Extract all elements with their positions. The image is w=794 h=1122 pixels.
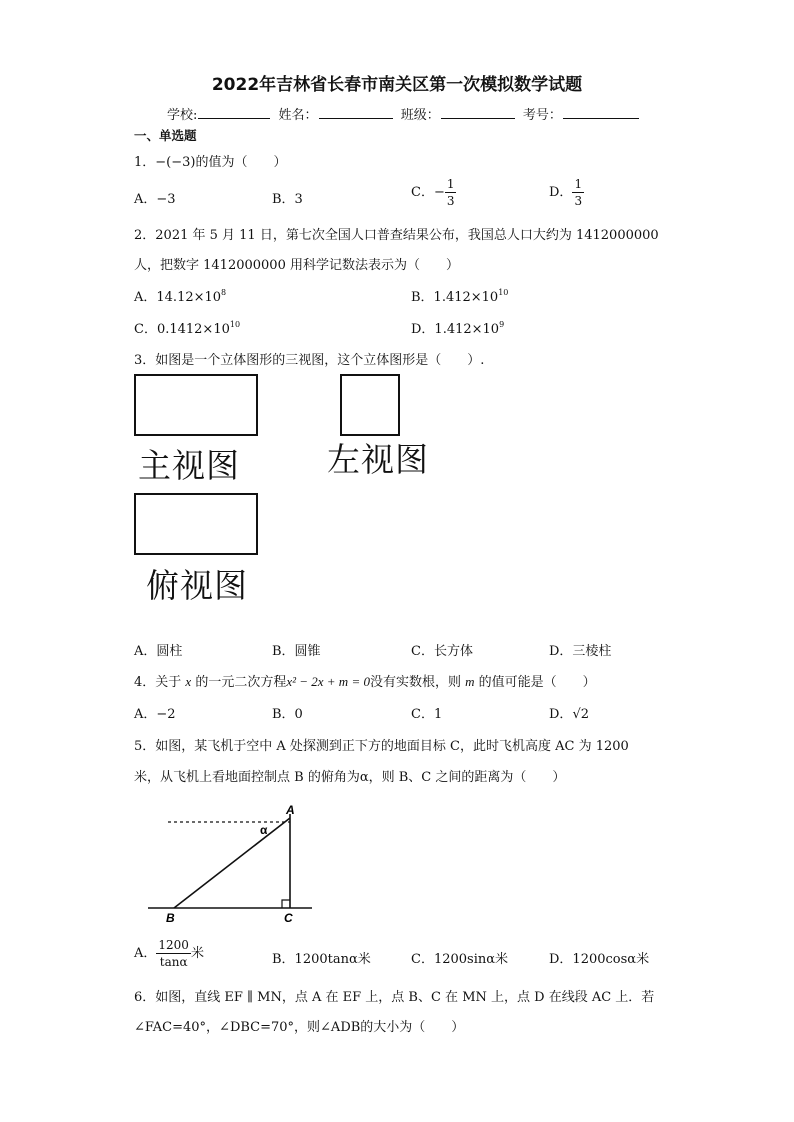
info-line bbox=[167, 104, 643, 123]
section-heading: 一、单选题 bbox=[134, 128, 197, 143]
q5-option-a[interactable]: A． $\frac{1200}{\tan\alpha}$ 米 bbox=[134, 938, 204, 969]
front-view-rectangle bbox=[134, 374, 258, 436]
q3-option-c[interactable]: C．长方体 bbox=[411, 644, 473, 659]
left-view-square bbox=[340, 374, 400, 436]
q5-option-c[interactable]: C．1200sinα米 bbox=[411, 952, 509, 967]
q2-option-b[interactable]: B．$1.412\times 10^{10}$ bbox=[411, 288, 509, 305]
page-title: 2022年吉林省长春市南关区第一次模拟数学试题 bbox=[211, 75, 583, 95]
top-view-label: 俯视图 bbox=[146, 566, 248, 605]
q1-option-a[interactable]: A．−3 bbox=[134, 192, 176, 207]
school-field[interactable] bbox=[198, 106, 270, 119]
q1-stem: 1．−(−3)的值为（ ） bbox=[134, 155, 287, 170]
name-label: 姓名： bbox=[278, 108, 318, 123]
name-field[interactable] bbox=[319, 106, 393, 119]
q3-option-a[interactable]: A．圆柱 bbox=[134, 644, 183, 659]
q4-option-d[interactable]: D．√2 bbox=[549, 707, 589, 722]
front-view-label: 主视图 bbox=[138, 446, 240, 485]
q4-var-x: x bbox=[185, 674, 192, 689]
q4-stem: 4．关于 x 的一元二次方程x² − 2x + m = 0没有实数根，则 m 的值可能是（ ） bbox=[134, 674, 596, 690]
left-view-label: 左视图 bbox=[327, 440, 429, 479]
label-c: C bbox=[284, 911, 293, 925]
q1-option-d-label: D． bbox=[549, 185, 573, 200]
q4-var-m: m bbox=[465, 674, 475, 689]
sqrt-two: √2 bbox=[572, 707, 589, 722]
q4-option-a[interactable]: A．−2 bbox=[134, 707, 176, 722]
school-label: 学校: bbox=[167, 108, 198, 123]
q2-stem-line2: 人，把数字 1412000000 用科学记数法表示为（ ） bbox=[134, 258, 459, 273]
q1-option-d[interactable] bbox=[549, 178, 584, 207]
label-b: B bbox=[166, 911, 175, 925]
q2-stem-line1: 2．2021 年 5 月 11 日，第七次全国人口普查结果公布，我国总人口大约为 1412000000 bbox=[134, 228, 659, 243]
q2-option-c[interactable]: C．$0.1412\times 10^{10}$ bbox=[134, 320, 241, 337]
q6-stem-line1: 6．如图，直线 EF ∥ MN，点 A 在 EF 上，点 B、C 在 MN 上，点 D 在线段 AC 上．若 bbox=[134, 990, 655, 1005]
q5-option-d[interactable]: D．1200cosα米 bbox=[549, 952, 650, 967]
q2-option-a[interactable]: A．$14.12\times 10^8$ bbox=[134, 288, 227, 305]
q5-figure bbox=[140, 800, 330, 930]
q1-option-b[interactable]: B．3 bbox=[272, 192, 303, 207]
q1-option-c-label: C．− bbox=[411, 185, 445, 200]
q1-option-c-fraction: $\frac{1}{3}$ bbox=[446, 177, 455, 208]
q3-option-d[interactable]: D．三棱柱 bbox=[549, 644, 612, 659]
q5-option-b[interactable]: B．1200tanα米 bbox=[272, 952, 371, 967]
top-view-rectangle bbox=[134, 493, 258, 555]
q3-option-b[interactable]: B．圆锥 bbox=[272, 644, 321, 659]
q4-option-b[interactable]: B．0 bbox=[272, 707, 303, 722]
q5-option-a-fraction: $\frac{1200}{\tan\alpha}$ bbox=[158, 938, 189, 969]
q5-stem-line1: 5．如图，某飞机于空中 A 处探测到正下方的地面目标 C，此时飞机高度 AC 为 1200 bbox=[134, 739, 629, 754]
q4-equation: x² − 2x + m = 0 bbox=[286, 674, 370, 689]
label-alpha: α bbox=[260, 823, 268, 837]
q2-option-d[interactable]: D．$1.412\times 10^9$ bbox=[411, 320, 505, 337]
q1-option-c[interactable] bbox=[411, 178, 456, 207]
number-label: 考号： bbox=[522, 108, 562, 123]
q4-option-c[interactable]: C．1 bbox=[411, 707, 443, 722]
label-a: A bbox=[286, 803, 295, 817]
class-label: 班级： bbox=[400, 108, 440, 123]
q5-stem-line2: 米，从飞机上看地面控制点 B 的俯角为α，则 B、C 之间的距离为（ ） bbox=[134, 770, 566, 785]
q6-stem-line2: ∠FAC=40°，∠DBC=70°，则∠ADB的大小为（ ） bbox=[134, 1020, 465, 1035]
number-field[interactable] bbox=[563, 106, 639, 119]
class-field[interactable] bbox=[441, 106, 515, 119]
segment-ab bbox=[174, 818, 290, 908]
q1-option-d-fraction: $\frac{1}{3}$ bbox=[574, 177, 583, 208]
right-angle-mark bbox=[282, 900, 290, 908]
q3-stem: 3．如图是一个立体图形的三视图，这个立体图形是（ ）. bbox=[134, 353, 485, 368]
